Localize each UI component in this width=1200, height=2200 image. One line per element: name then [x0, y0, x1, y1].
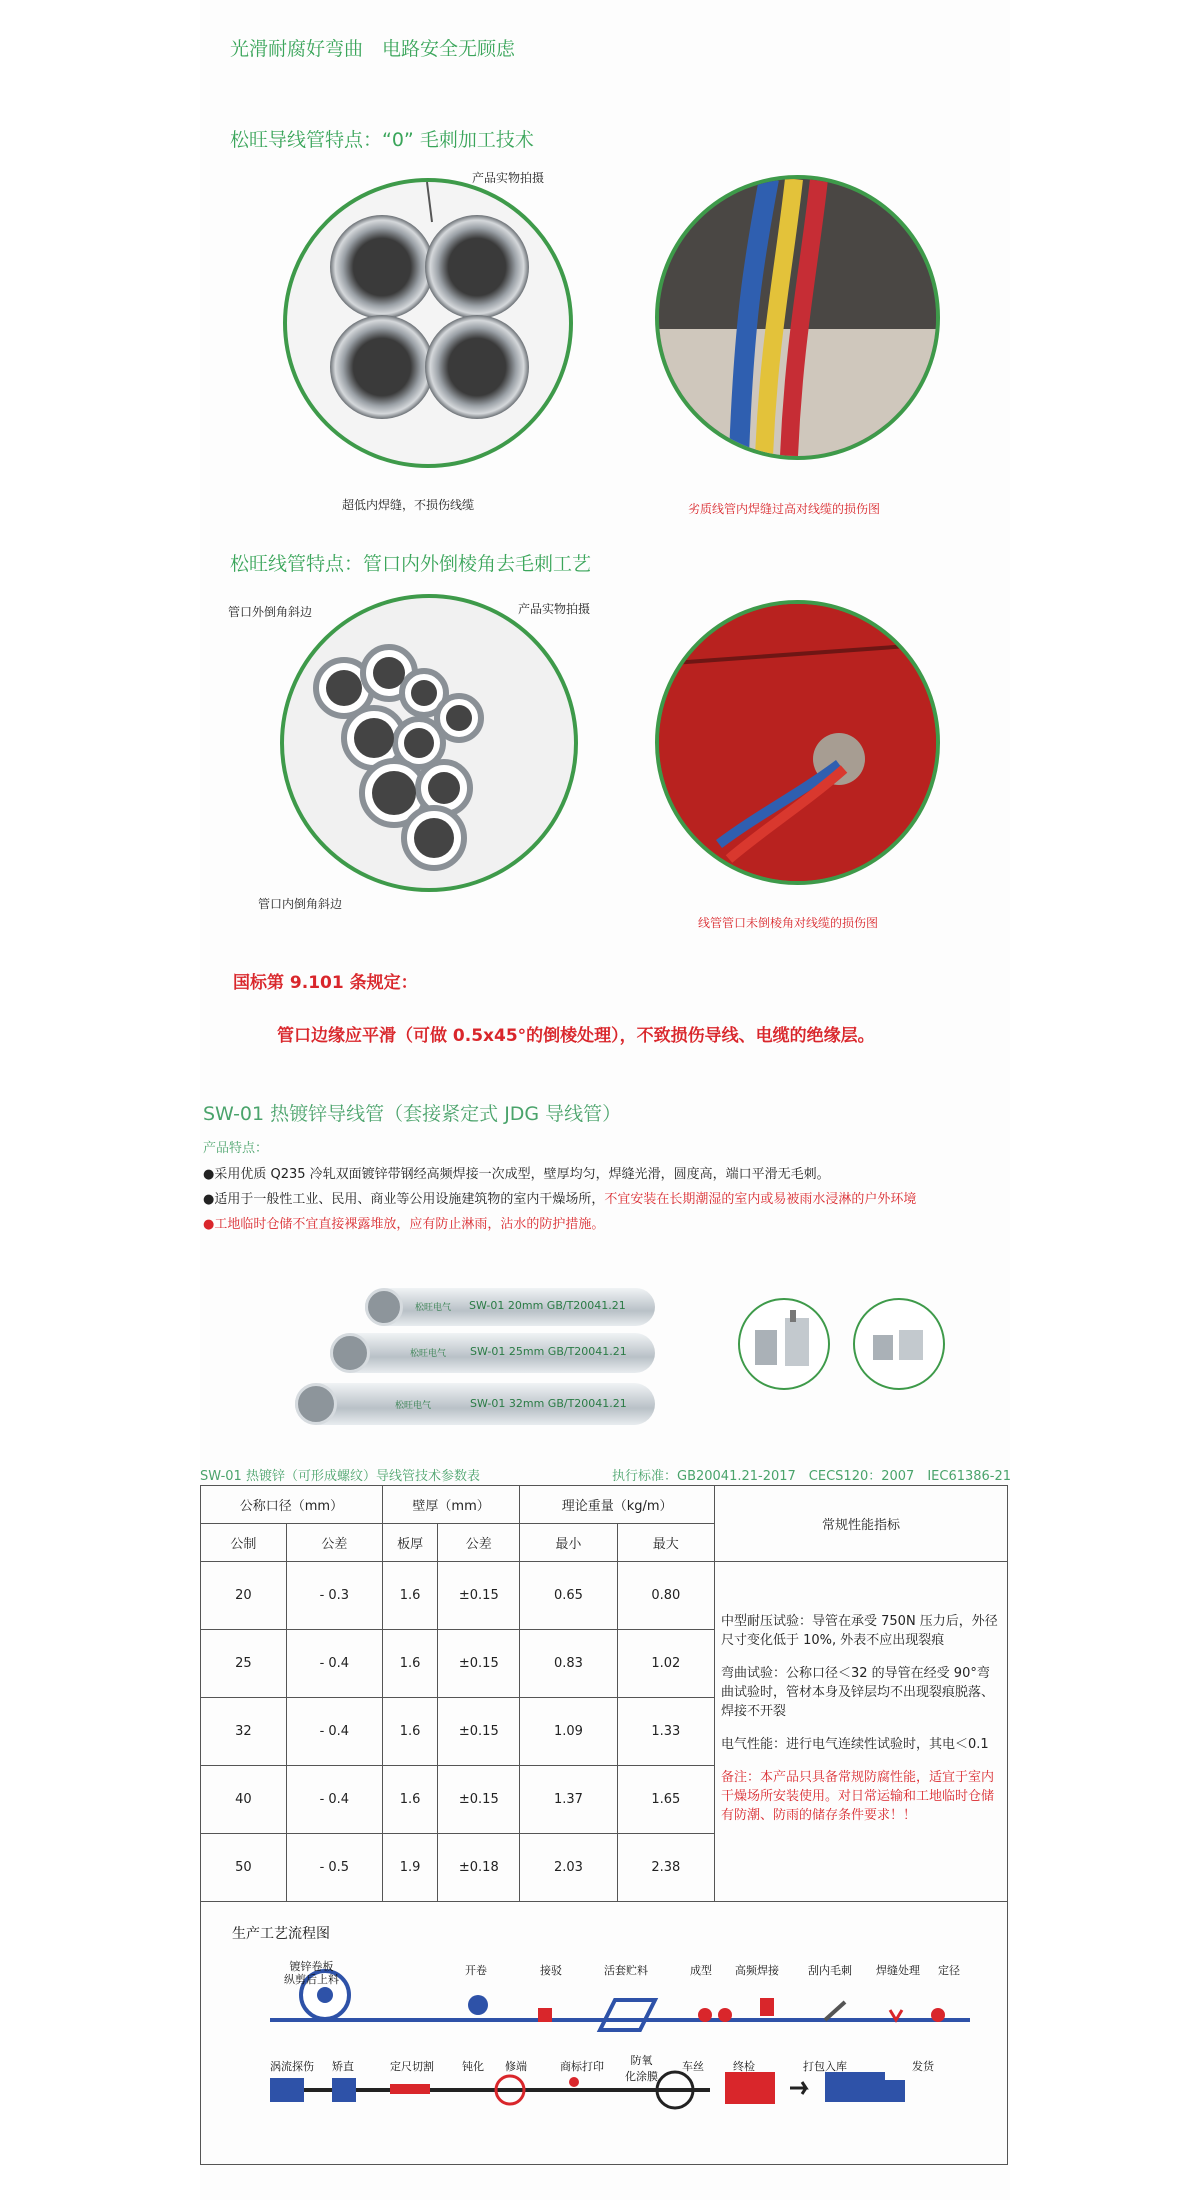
step-eddy: 涡流探伤 [270, 2060, 314, 2073]
cell: ±0.15 [438, 1630, 520, 1698]
cell: 1.6 [382, 1630, 437, 1698]
straighten-icon [332, 2078, 356, 2102]
step-ship: 发货 [912, 2060, 934, 2073]
cell: 1.09 [520, 1698, 617, 1766]
note-pressure: 中型耐压试验：导管在承受 750N 压力后，外径尺寸变化低于 10%, 外表不应出现裂痕 [721, 1614, 998, 1648]
subheader-thickness: 板厚 [382, 1524, 437, 1562]
standard-line2: 管口边缘应平滑（可做 0.5x45°的倒棱处理），不致损伤导线、电缆的绝缘层。 [277, 1026, 875, 1046]
cell: 25 [201, 1630, 287, 1698]
pipe-brand: 松旺电气 [395, 1401, 432, 1411]
step-joint: 接驳 [540, 1964, 562, 1977]
step-welding: 高频焊接 [735, 1964, 779, 1977]
truck-icon [825, 2072, 885, 2102]
step-feed: 镀锌卷板 纵剪后上料 [284, 1960, 339, 1986]
pipes-photo-circle [283, 178, 573, 468]
accumulator-icon [600, 2000, 655, 2030]
step-straighten: 矫直 [332, 2060, 354, 2073]
cell: 1.6 [382, 1698, 437, 1766]
caption-right-2: 线管管口未倒棱角对线缆的损伤图 [698, 916, 879, 930]
truck-cab [885, 2080, 905, 2102]
section1-title: 松旺导线管特点：“0” 毛刺加工技术 [230, 129, 534, 151]
subheader-tolerance: 公差 [438, 1524, 520, 1562]
cutting-icon [390, 2084, 430, 2094]
pipe-25mm [330, 1333, 655, 1373]
eddy-icon [270, 2078, 304, 2102]
note-electrical: 电气性能：进行电气连续性试验时，其电＜0.1 [721, 1737, 989, 1752]
pipe-brand: 松旺电气 [410, 1349, 447, 1359]
deburr-icon [825, 2002, 845, 2020]
forming-roll-icon [718, 2008, 732, 2022]
cell: 2.03 [520, 1834, 617, 1902]
pipe-20mm [365, 1288, 655, 1326]
label-weld: 超低内焊缝，不损伤线缆 [342, 498, 475, 512]
welding-icon [760, 1998, 774, 2016]
pipe-32mm [295, 1383, 655, 1425]
pipe-bundle-illustration [284, 598, 574, 888]
package-icon [725, 2072, 775, 2104]
step-trim: 修端 [505, 2060, 527, 2073]
subheader-max: 最大 [617, 1524, 714, 1562]
header-performance: 常规性能指标 [715, 1486, 1008, 1562]
cell: 1.02 [617, 1630, 714, 1698]
step-deburr: 刮内毛刺 [808, 1964, 852, 1977]
cell: 1.6 [382, 1766, 437, 1834]
step-accumulate: 活套贮料 [604, 1964, 648, 1977]
cell: 0.83 [520, 1630, 617, 1698]
features-label: 产品特点： [203, 1141, 269, 1156]
performance-notes [715, 1562, 1008, 1902]
step-pack: 打包入库 [803, 2060, 847, 2073]
cell: - 0.3 [286, 1562, 382, 1630]
joint-icon [538, 2008, 552, 2022]
step-passivate: 钝化 [462, 2060, 484, 2073]
label-outer-bevel: 管口外倒角斜边 [228, 605, 313, 619]
top-slogan: 光滑耐腐好弯曲 电路安全无顾虑 [230, 38, 516, 60]
print-icon [569, 2077, 579, 2087]
feature-bullet-1: ●采用优质 Q235 冷轧双面镀锌带钢经高频焊接一次成型，壁厚均匀，焊缝光滑，圆度高，端口平滑无毛刺。 [203, 1167, 830, 1182]
caption-right-1: 劣质线管内焊缝过高对线缆的损伤图 [688, 502, 881, 516]
cell: 40 [201, 1766, 287, 1834]
subheader-metric: 公制 [201, 1524, 287, 1562]
header-weight: 理论重量（kg/m） [520, 1486, 715, 1524]
label-photo-2: 产品实物拍摄 [518, 602, 591, 616]
cell: 1.33 [617, 1698, 714, 1766]
sizing-roll-icon [931, 2008, 945, 2022]
cell: 50 [201, 1834, 287, 1902]
cell: - 0.4 [286, 1630, 382, 1698]
feature-bullet-2: ●适用于一般性工业、民用、商业等公用设施建筑物的室内干燥场所，不宜安装在长期潮湿的室内或易被雨水浸淋的户外环境 [203, 1192, 917, 1207]
cell: 0.80 [617, 1562, 714, 1630]
spec-table [200, 1485, 1008, 1902]
note-remark: 备注：本产品只具备常规防腐性能，适宜于室内干燥场所安装使用。对日常运输和工地临时仓储有防潮、防雨的储存条件要求！！ [721, 1770, 995, 1823]
damaged-edge-illustration [659, 604, 936, 881]
step-cut: 定尺切割 [390, 2060, 434, 2073]
header-diameter: 公称口径（mm） [201, 1486, 383, 1524]
forming-roll-icon [698, 2008, 712, 2022]
cell: - 0.4 [286, 1766, 382, 1834]
label-photo-1: 产品实物拍摄 [472, 171, 545, 185]
cell: 1.65 [617, 1766, 714, 1834]
header-wall: 壁厚（mm） [382, 1486, 519, 1524]
process-title: 生产工艺流程图 [232, 1926, 330, 1942]
cell: 2.38 [617, 1834, 714, 1902]
note-bending: 弯曲试验：公称口径＜32 的导管在经受 90°弯曲试验时，管材本身及锌层均不出现裂痕脱落、焊接不开裂 [721, 1666, 995, 1719]
subheader-tolerance: 公差 [286, 1524, 382, 1562]
pipe-end [365, 1288, 403, 1326]
step-final-inspection: 终检 [733, 2060, 755, 2073]
damaged-cable-illustration [659, 179, 936, 456]
pipe-bundle-photo-circle [280, 594, 578, 892]
cell: 32 [201, 1698, 287, 1766]
table-caption-left: SW-01 热镀锌（可形成螺纹）导线管技术参数表 [200, 1469, 480, 1484]
pipe-marking: SW-01 20mm GB/T20041.21 [469, 1299, 626, 1312]
uncoiler-icon [468, 1995, 488, 2015]
connector-icon [855, 1300, 943, 1388]
coil-center [317, 1987, 333, 2003]
coupling-icon [740, 1300, 828, 1388]
pipe-marking: SW-01 25mm GB/T20041.21 [470, 1345, 627, 1358]
cell: 0.65 [520, 1562, 617, 1630]
cell: ±0.15 [438, 1562, 520, 1630]
step-print: 商标打印 [560, 2060, 604, 2073]
step-thread: 车丝 [682, 2060, 704, 2073]
step-seam: 焊缝处理 [876, 1964, 920, 1977]
process-diagram [270, 1960, 990, 2130]
cell: - 0.5 [286, 1834, 382, 1902]
process-line-1 [270, 2018, 970, 2022]
fitting-photo-2 [853, 1298, 945, 1390]
damaged-cable-photo-circle [655, 175, 940, 460]
pipe-end [295, 1383, 337, 1425]
section2-title: 松旺线管特点：管口内外倒棱角去毛刺工艺 [230, 553, 592, 575]
pipe-brand: 松旺电气 [415, 1303, 452, 1313]
damaged-edge-photo-circle [655, 600, 940, 885]
subheader-min: 最小 [520, 1524, 617, 1562]
fitting-photo-1 [738, 1298, 830, 1390]
cell: 1.6 [382, 1562, 437, 1630]
table-row [201, 1562, 1008, 1630]
cell: ±0.18 [438, 1834, 520, 1902]
step-uncoil: 开卷 [465, 1964, 487, 1977]
cell: - 0.4 [286, 1698, 382, 1766]
cell: ±0.15 [438, 1766, 520, 1834]
step-coating: 防氧 化涂膜 [625, 2054, 658, 2083]
feature-bullet-3: ●工地临时仓储不宜直接裸露堆放，应有防止淋雨，沾水的防护措施。 [203, 1217, 605, 1232]
product-title: SW-01 热镀锌导线管（套接紧定式 JDG 导线管） [203, 1103, 622, 1125]
cell: 1.37 [520, 1766, 617, 1834]
step-forming: 成型 [690, 1964, 712, 1977]
pipe-end [330, 1333, 370, 1373]
cell: 1.9 [382, 1834, 437, 1902]
table-caption-right: 执行标准：GB20041.21-2017 CECS120：2007 IEC61386-21 [612, 1469, 1012, 1484]
label-inner-bevel: 管口内倒角斜边 [258, 897, 343, 911]
step-sizing: 定径 [938, 1964, 960, 1977]
cell: 20 [201, 1562, 287, 1630]
standard-line1: 国标第 9.101 条规定： [233, 973, 418, 993]
arrow-icon [790, 2082, 806, 2094]
cell: ±0.15 [438, 1698, 520, 1766]
pipe-marking: SW-01 32mm GB/T20041.21 [470, 1397, 627, 1410]
pipes-photo-illustration [287, 182, 569, 464]
